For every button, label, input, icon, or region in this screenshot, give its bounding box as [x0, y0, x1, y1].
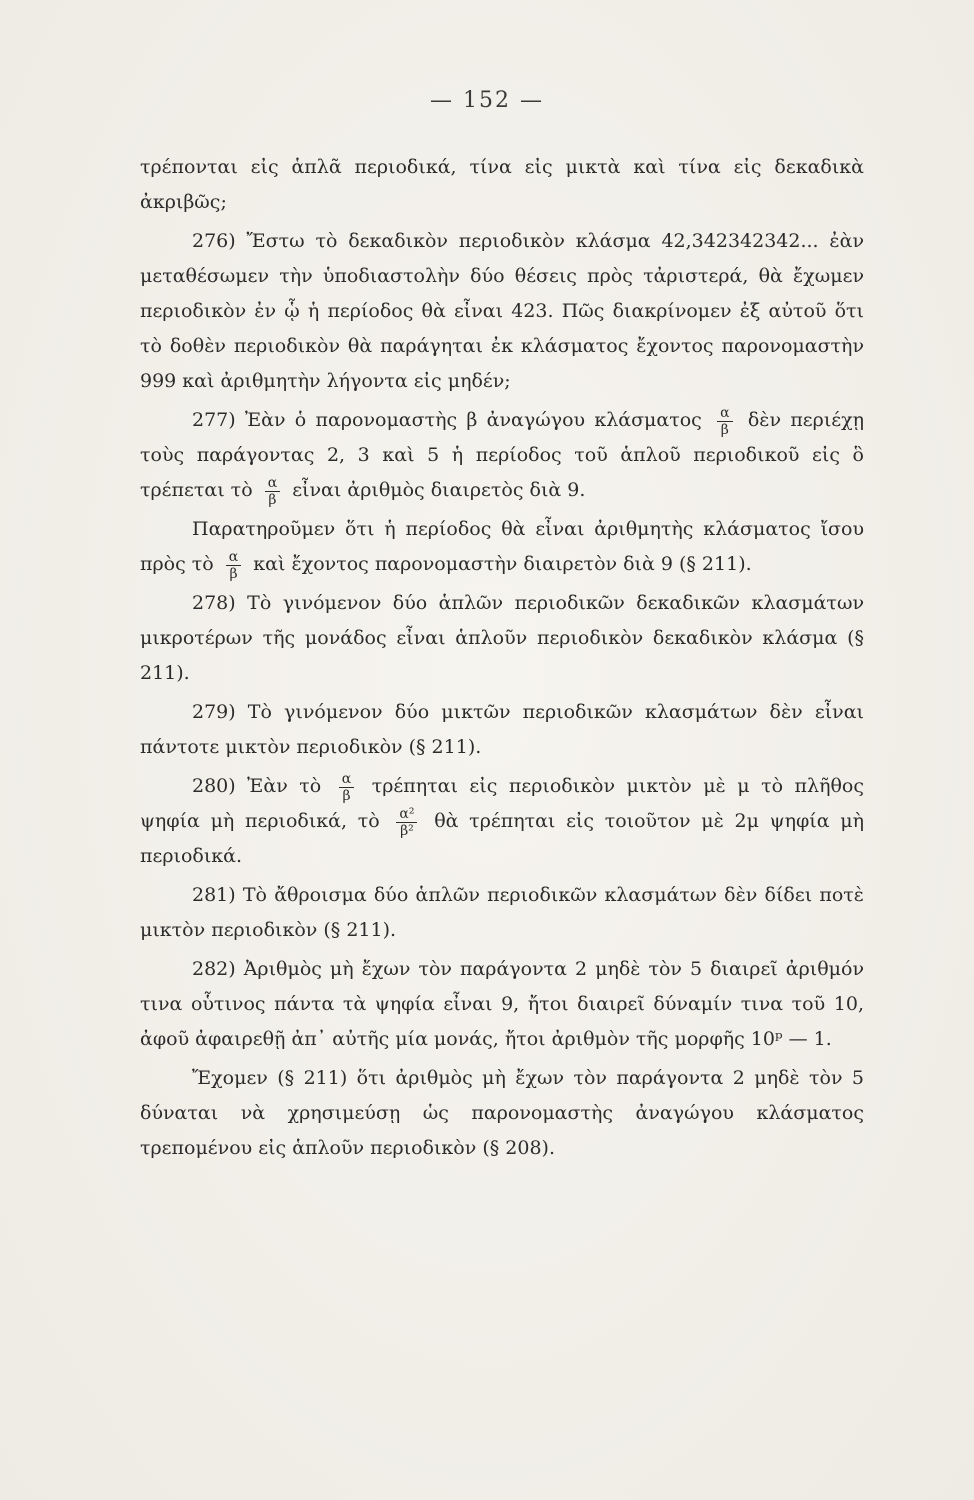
paragraph-278: 278) Τὸ γινόμενον δύο ἁπλῶν περιοδικῶν δεκαδικῶν κλασμάτων μικροτέρων τῆς μονάδος εἶναι ἁπλοῦν περιοδικὸν δεκαδικὸν κλάσμα (§ 211). — [140, 592, 864, 684]
paragraph-276: 276) Ἔστω τὸ δεκαδικὸν περιοδικὸν κλάσμα 42,342342342... ἐὰν μεταθέσωμεν τὴν ὑποδιαστολὴν δύο θέσεις πρὸς τἀριστερά, θὰ ἔχωμεν περιοδικὸν ἐν ᾧ ἡ περίοδος θὰ εἶναι 423. Πῶς διακρίνομεν ἐξ αὐτοῦ ὅτι τὸ δοθὲν περιοδικὸν θὰ παράγηται ἐκ κλάσματος ἔχοντος παρονομαστὴν 999 καὶ ἀριθμητὴν λήγοντα εἰς μηδέν; — [140, 230, 864, 392]
paragraph-277 — [140, 403, 864, 508]
paragraph-282: 282) Ἀριθμὸς μὴ ἔχων τὸν παράγοντα 2 μηδὲ τὸν 5 διαιρεῖ ἀριθμόν τινα οὗτινος πάντα τὰ ψηφία εἶναι 9, ἤτοι διαιρεῖ δύναμίν τινα τοῦ 10, ἀφοῦ ἀφαιρεθῇ ἀπ᾽ αὐτῆς μία μονάς, ἤτοι ἀριθμὸν τῆς μορφῆς 10ᵖ — 1. — [140, 958, 864, 1050]
text-segment: καὶ ἔχοντος παρονομαστὴν διαιρετὸν διὰ 9 (§ 211). — [253, 553, 752, 575]
text-segment: θὰ τρέπηται εἰς τοιοῦτον μὲ 2μ ψηφία μὴ περιοδικά. — [140, 810, 864, 867]
fraction-denominator: β — [268, 491, 277, 508]
paragraph-final: Ἔχομεν (§ 211) ὅτι ἀριθμὸς μὴ ἔχων τὸν παράγοντα 2 μηδὲ τὸν 5 δύναται νὰ χρησιμεύσῃ ὡς παρονομαστὴς ἀναγώγου κλάσματος τρεπομένου εἰς ἁπλοῦν περιοδικὸν (§ 208). — [140, 1067, 864, 1159]
fraction-alpha-beta — [717, 405, 732, 438]
fraction-numerator: α — [265, 475, 280, 492]
fraction-alpha-beta — [226, 549, 241, 582]
paragraph-observation — [140, 512, 864, 582]
text-segment: 277) Ἐὰν ὁ παρονομαστὴς β ἀναγώγου κλάσματος — [192, 409, 702, 431]
page-number: — 152 — — [430, 88, 544, 113]
text-segment: Παρατηροῦμεν ὅτι ἡ περίοδος θὰ εἶναι ἀριθμητὴς κλάσματος ἴσου πρὸς τὸ — [140, 518, 864, 575]
fraction-denominator: β² — [400, 822, 414, 839]
paragraph-280 — [140, 769, 864, 874]
text-segment: 280) Ἐὰν τὸ — [192, 775, 322, 797]
fraction-numerator: α² — [396, 806, 417, 823]
fraction-numerator: α — [717, 405, 732, 422]
text-segment: δὲν περιέχῃ τοὺς παράγοντας 2, 3 καὶ 5 ἡ περίοδος τοῦ ἁπλοῦ περιοδικοῦ εἰς ὃ τρέπεται τὸ — [140, 409, 865, 501]
fraction-numerator: α — [339, 771, 354, 788]
paragraph-continued: τρέπονται εἰς ἁπλᾶ περιοδικά, τίνα εἰς μικτὰ καὶ τίνα εἰς δεκαδικὰ ἀκριβῶς; — [140, 156, 864, 213]
paragraph-279: 279) Τὸ γινόμενον δύο μικτῶν περιοδικῶν κλασμάτων δὲν εἶναι πάντοτε μικτὸν περιοδικὸν (§ 211). — [140, 701, 864, 758]
text-segment: τρέπηται εἰς περιοδικὸν μικτὸν μὲ μ τὸ πλῆθος ψηφία μὴ περιοδικά, τὸ — [140, 775, 864, 832]
fraction-alpha-squared-beta-squared — [396, 806, 417, 839]
fraction-alpha-beta — [265, 475, 280, 508]
fraction-alpha-beta — [339, 771, 354, 804]
text-segment: εἶναι ἀριθμὸς διαιρετὸς διὰ 9. — [292, 479, 586, 501]
fraction-denominator: β — [720, 421, 729, 438]
fraction-denominator: β — [229, 565, 238, 582]
fraction-numerator: α — [226, 549, 241, 566]
fraction-denominator: β — [342, 787, 351, 804]
paragraph-281: 281) Τὸ ἄθροισμα δύο ἁπλῶν περιοδικῶν κλασμάτων δὲν δίδει ποτὲ μικτὸν περιοδικὸν (§ 211). — [140, 884, 864, 941]
page-body — [140, 150, 864, 1170]
